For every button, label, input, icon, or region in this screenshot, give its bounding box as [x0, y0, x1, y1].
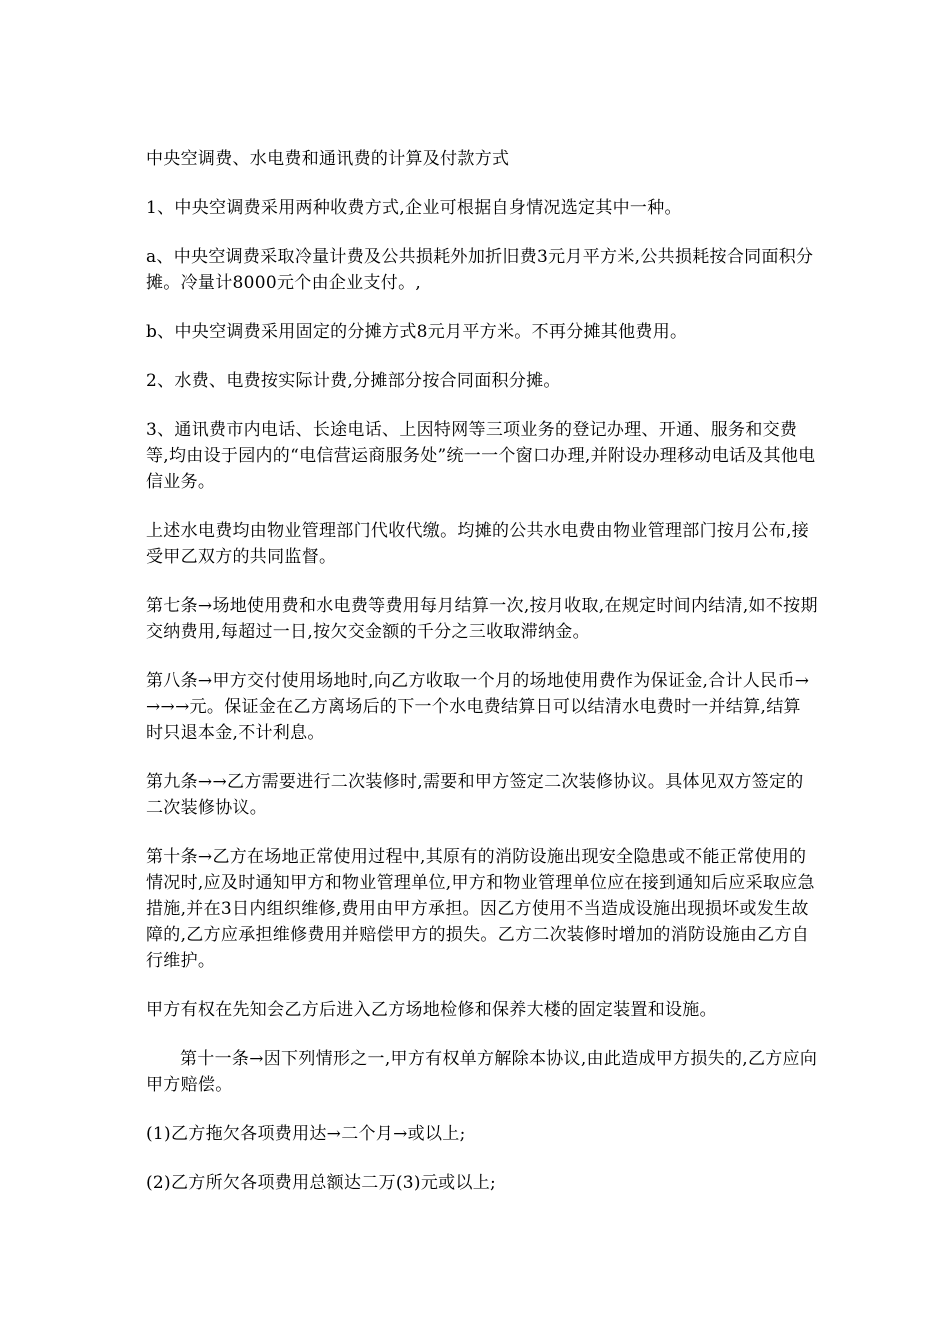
paragraph-article-7: 第七条→场地使用费和水电费等费用每月结算一次,按月收取,在规定时间内结清,如不按期交纳费用,每超过一日,按欠交金额的千分之三收取滞纳金。 [146, 596, 818, 642]
paragraph-water-electricity: 2、水费、电费按实际计费,分摊部分按合同面积分摊。 [146, 371, 561, 391]
document-page [146, 146, 818, 1219]
paragraph-article-11: 第十一条→因下列情形之一,甲方有权单方解除本协议,由此造成甲方损失的,乙方应向甲方赔偿。 [146, 1049, 818, 1095]
paragraph-article-10: 第十条→乙方在场地正常使用过程中,其原有的消防设施出现安全隐患或不能正常使用的情况时,应及时通知甲方和物业管理单位,甲方和物业管理单位应在接到通知后应采取应急措施,并在3日内组织维修,费用由甲方承担。因乙方使用不当造成设施出现损坏或发生故障的,乙方应承担维修费用并赔偿甲方的损失。乙方二次装修时增加的消防设施由乙方自行维护。 [146, 847, 815, 971]
paragraph-clause-1: (1)乙方拖欠各项费用达→二个月→或以上; [146, 1124, 466, 1144]
paragraph-article-9: 第九条→→乙方需要进行二次装修时,需要和甲方签定二次装修协议。具体见双方签定的二次装修协议。 [146, 772, 804, 818]
paragraph-telecom: 3、通讯费市内电话、长途电话、上因特网等三项业务的登记办理、开通、服务和交费等,均由设于园内的“电信营运商服务处”统一一个窗口办理,并附设办理移动电话及其他电信业务。 [146, 420, 816, 492]
paragraph-ac-option-b: b、中央空调费采用固定的分摊方式8元月平方米。不再分摊其他费用。 [146, 322, 688, 342]
paragraph-utility-collection: 上述水电费均由物业管理部门代收代缴。均摊的公共水电费由物业管理部门按月公布,接受甲乙双方的共同监督。 [146, 521, 810, 567]
document-title: 中央空调费、水电费和通讯费的计算及付款方式 [146, 149, 510, 169]
paragraph-article-8: 第八条→甲方交付使用场地时,向乙方收取一个月的场地使用费作为保证金,合计人民币→→→→元。保证金在乙方离场后的下一个水电费结算日可以结清水电费时一并结算,结算时只退本金,不计利息。 [146, 671, 810, 743]
paragraph-ac-fee-methods: 1、中央空调费采用两种收费方式,企业可根据自身情况选定其中一种。 [146, 198, 682, 218]
paragraph-inspection-right: 甲方有权在先知会乙方后进入乙方场地检修和保养大楼的固定装置和设施。 [146, 1000, 717, 1020]
paragraph-clause-2: (2)乙方所欠各项费用总额达二万(3)元或以上; [146, 1173, 497, 1193]
paragraph-ac-option-a: a、中央空调费采取冷量计费及公共损耗外加折旧费3元月平方米,公共损耗按合同面积分摊。冷量计8000元个由企业支付。, [146, 247, 814, 293]
